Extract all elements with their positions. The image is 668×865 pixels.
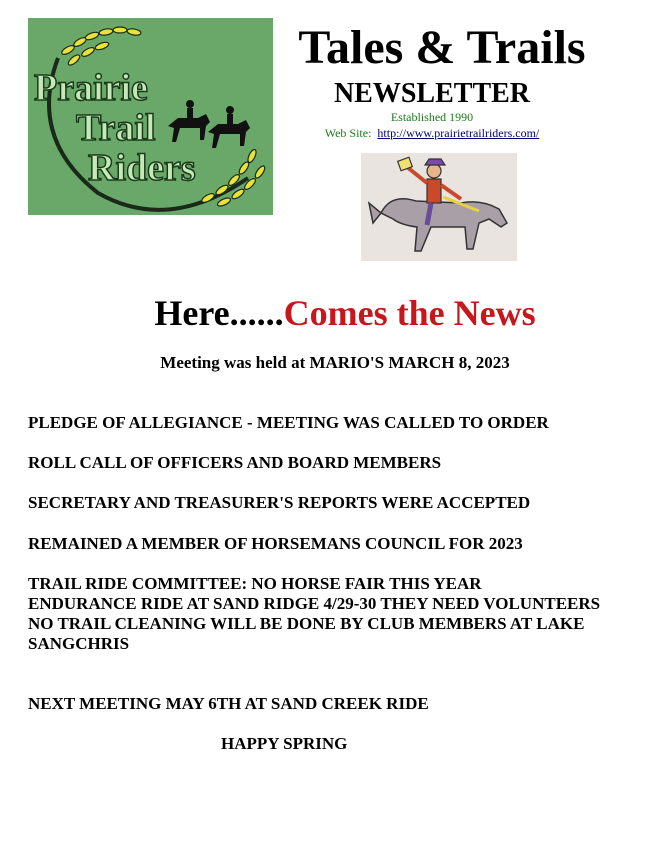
- meeting-info: Meeting was held at MARIO'S MARCH 8, 2023: [160, 353, 510, 372]
- minutes-item-trail-cleaning-cont: SANGCHRIS: [28, 634, 130, 653]
- newsletter-subtitle: NEWSLETTER: [333, 78, 531, 109]
- headline-highlight: Comes the News: [283, 293, 536, 333]
- logo-text-trail: Trail: [76, 107, 156, 149]
- logo-text-prairie: Prairie: [34, 67, 148, 109]
- minutes-item-roll-call: ROLL CALL OF OFFICERS AND BOARD MEMBERS: [28, 453, 442, 472]
- website-line: [282, 126, 582, 141]
- cartoon-horse-rider-icon: [361, 153, 517, 261]
- minutes-item-pledge: PLEDGE OF ALLEGIANCE - MEETING WAS CALLED TO ORDER: [28, 413, 549, 432]
- minutes-item-reports: SECRETARY AND TREASURER'S REPORTS WERE ACCEPTED: [28, 493, 531, 512]
- headline-prefix: Here......: [154, 293, 284, 333]
- cartoon-rider-image: [361, 153, 517, 261]
- closing-greeting: HAPPY SPRING: [221, 734, 348, 753]
- minutes-item-horsemans-council: REMAINED A MEMBER OF HORSEMANS COUNCIL FOR 2023: [28, 534, 523, 553]
- minutes-item-next-meeting: NEXT MEETING MAY 6TH AT SAND CREEK RIDE: [28, 694, 429, 713]
- logo-graphic: [28, 18, 273, 215]
- newsletter-title: Tales & Trails: [298, 21, 586, 74]
- established-date: Established 1990: [390, 110, 474, 124]
- website-link[interactable]: http://www.prairietrailriders.com/: [377, 126, 540, 140]
- website-label: Web Site:: [324, 126, 372, 140]
- prairie-trail-riders-logo: [28, 18, 273, 215]
- minutes-item-endurance-ride: ENDURANCE RIDE AT SAND RIDGE 4/29-30 THEY NEED VOLUNTEERS: [28, 594, 601, 613]
- logo-text-riders: Riders: [88, 147, 196, 189]
- minutes-item-trail-cleaning: NO TRAIL CLEANING WILL BE DONE BY CLUB MEMBERS AT LAKE: [28, 614, 585, 633]
- headline: [0, 292, 668, 334]
- minutes-item-trail-committee: TRAIL RIDE COMMITTEE: NO HORSE FAIR THIS YEAR: [28, 574, 482, 593]
